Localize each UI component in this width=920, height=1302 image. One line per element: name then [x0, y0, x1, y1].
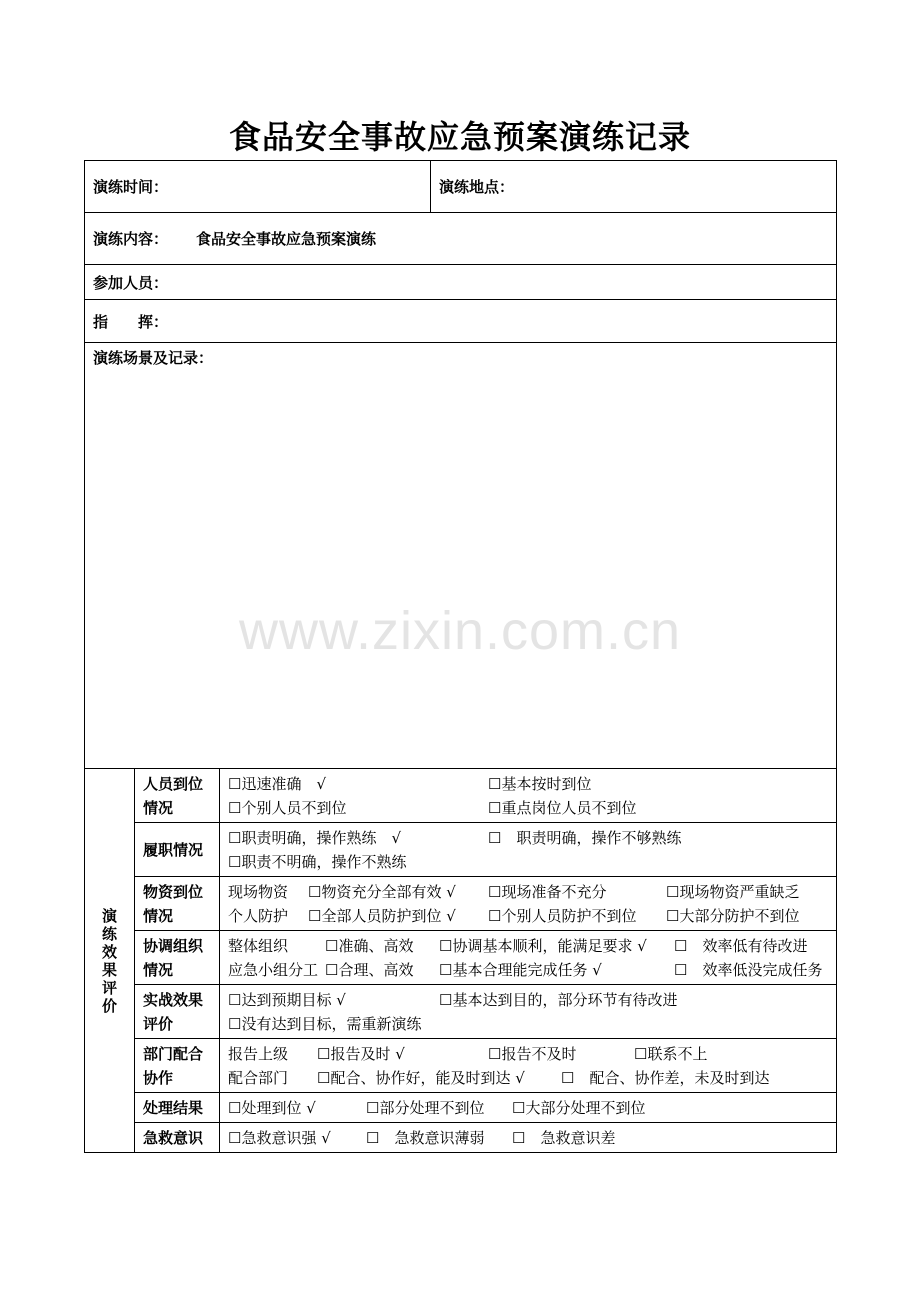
checkbox-option[interactable]: ☐ 职责明确，操作不够熟练: [488, 828, 682, 847]
drill-time-label: 演练时间：: [93, 178, 169, 196]
checkbox-option[interactable]: ☐急救意识强 √: [228, 1128, 331, 1147]
option-label: 应急小组分工: [228, 960, 319, 979]
drill-content-field[interactable]: [85, 213, 837, 265]
checkbox-option[interactable]: ☐ 急救意识薄弱: [366, 1128, 485, 1147]
evaluation-section-label: 演练效果评价: [85, 769, 135, 1153]
options-cell: [220, 1093, 837, 1123]
category-label: 处理结果: [135, 1093, 220, 1123]
checkbox-option[interactable]: ☐现场物资严重缺乏: [666, 882, 800, 901]
checkbox-option[interactable]: ☐迅速准确 √: [228, 774, 327, 793]
checkbox-option[interactable]: ☐大部分防护不到位: [666, 906, 800, 925]
option-label: 个人防护: [228, 906, 289, 925]
option-label: 现场物资: [228, 882, 289, 901]
options-cell: [220, 1123, 837, 1153]
options-cell: [220, 1039, 837, 1093]
watermark: www.zixin.com.cn: [238, 601, 682, 661]
checkbox-option[interactable]: ☐联系不上: [634, 1044, 708, 1063]
category-label: 物资到位情况: [135, 877, 220, 931]
options-cell: [220, 985, 837, 1039]
checkbox-option[interactable]: ☐处理到位 √: [228, 1098, 316, 1117]
checkbox-option[interactable]: ☐全部人员防护到位 √: [308, 906, 456, 925]
scene-record-field[interactable]: [85, 343, 837, 769]
category-label: 部门配合协作: [135, 1039, 220, 1093]
checkbox-option[interactable]: ☐报告及时 √: [317, 1044, 405, 1063]
checkbox-option[interactable]: ☐重点岗位人员不到位: [488, 798, 637, 817]
drill-place-field[interactable]: [431, 161, 837, 213]
checkbox-option[interactable]: ☐部分处理不到位: [366, 1098, 485, 1117]
category-label: 人员到位情况: [135, 769, 220, 823]
drill-content-value: 食品安全事故应急预案演练: [196, 230, 377, 248]
category-label: 急救意识: [135, 1123, 220, 1153]
checkbox-option[interactable]: ☐基本合理能完成任务 √: [439, 960, 602, 979]
checkbox-option[interactable]: ☐达到预期目标 √: [228, 990, 346, 1009]
options-cell: [220, 877, 837, 931]
checkbox-option[interactable]: ☐基本达到目的，部分环节有待改进: [439, 990, 678, 1009]
checkbox-option[interactable]: ☐ 急救意识差: [512, 1128, 616, 1147]
checkbox-option[interactable]: ☐个别人员防护不到位: [488, 906, 637, 925]
scene-record-label: 演练场景及记录：: [93, 349, 214, 367]
checkbox-option[interactable]: ☐合理、高效: [325, 960, 414, 979]
option-label: 报告上级: [228, 1044, 289, 1063]
checkbox-option[interactable]: ☐基本按时到位: [488, 774, 592, 793]
drill-place-label: 演练地点：: [439, 178, 515, 196]
checkbox-option[interactable]: ☐协调基本顺利，能满足要求 √: [439, 936, 647, 955]
checkbox-option[interactable]: ☐ 配合、协作差，未及时到达: [561, 1068, 770, 1087]
checkbox-option[interactable]: ☐现场准备不充分: [488, 882, 607, 901]
participants-field[interactable]: [85, 265, 837, 300]
checkbox-option[interactable]: ☐职责明确，操作熟练 √: [228, 828, 402, 847]
option-label: 配合部门: [228, 1068, 289, 1087]
checkbox-option[interactable]: ☐ 效率低有待改进: [674, 936, 808, 955]
checkbox-option[interactable]: ☐个别人员不到位: [228, 798, 347, 817]
checkbox-option[interactable]: ☐配合、协作好，能及时到达 √: [317, 1068, 525, 1087]
options-cell: [220, 769, 837, 823]
drill-content-label: 演练内容：: [93, 230, 169, 248]
category-label: 实战效果评价: [135, 985, 220, 1039]
category-label: 履职情况: [135, 823, 220, 877]
option-label: 整体组织: [228, 936, 289, 955]
options-cell: [220, 931, 837, 985]
category-label: 协调组织情况: [135, 931, 220, 985]
checkbox-option[interactable]: ☐ 效率低没完成任务: [674, 960, 823, 979]
options-cell: [220, 823, 837, 877]
checkbox-option[interactable]: ☐物资充分全部有效 √: [308, 882, 456, 901]
checkbox-option[interactable]: ☐准确、高效: [325, 936, 414, 955]
checkbox-option[interactable]: ☐报告不及时: [488, 1044, 577, 1063]
drill-record-table: [84, 160, 837, 1153]
participants-label: 参加人员：: [93, 273, 169, 292]
checkbox-option[interactable]: ☐大部分处理不到位: [512, 1098, 646, 1117]
document-title: 食品安全事故应急预案演练记录: [228, 118, 691, 156]
command-field[interactable]: [85, 300, 837, 343]
checkbox-option[interactable]: ☐没有达到目标，需重新演练: [228, 1014, 422, 1033]
command-label: 指 挥：: [93, 312, 169, 331]
drill-time-field[interactable]: [85, 161, 431, 213]
checkbox-option[interactable]: ☐职责不明确，操作不熟练: [228, 852, 407, 871]
